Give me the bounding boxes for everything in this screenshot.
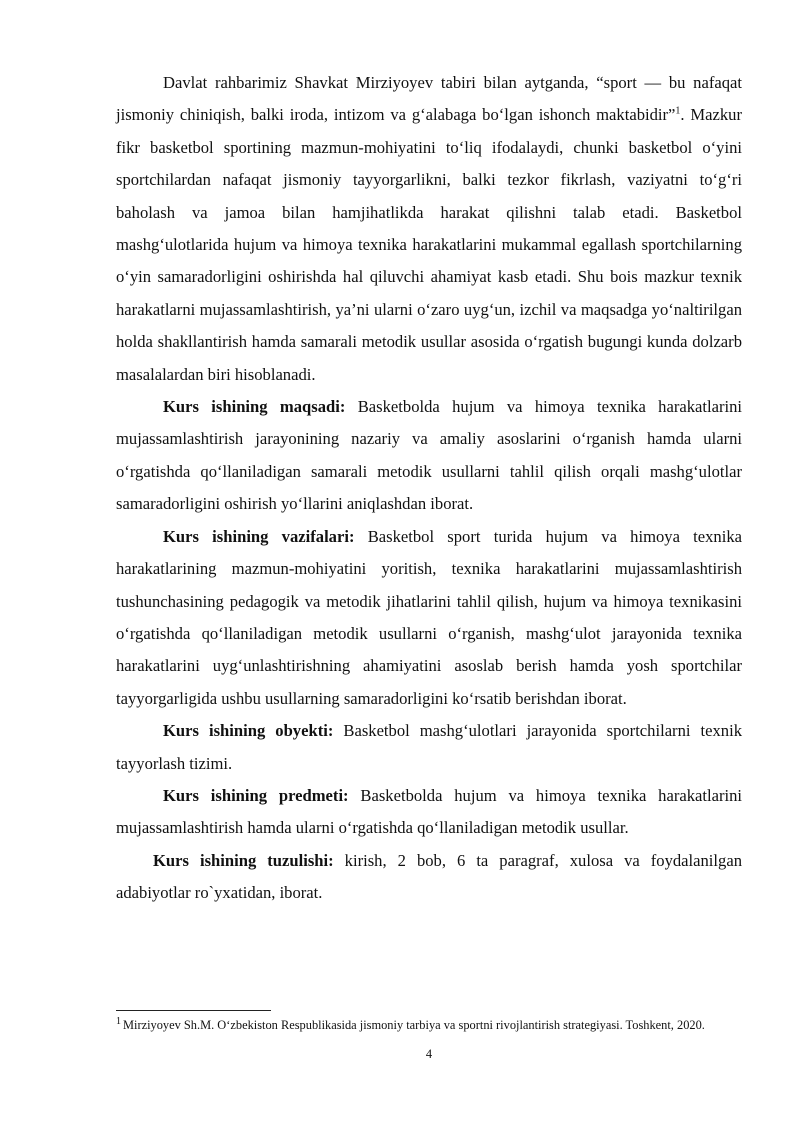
tasks-paragraph xyxy=(116,521,742,715)
subject-paragraph xyxy=(116,780,742,845)
footnote-text: Mirziyoyev Sh.M. O‘zbekiston Respublikasida jismoniy tarbiya va sportni rivojlantirish strategiyasi. Toshkent, 2020. xyxy=(123,1018,705,1032)
object-text: Basketbol mashg‘ulotlari jarayonida sportchilarni texnik tayyorlash tizimi. xyxy=(116,721,742,773)
intro-text-continued: . Mazkur fikr basketbol sportining mazmun-mohiyatini to‘liq ifodalaydi, chunki basketbol o‘yini sportchilardan nafaqat jismoniy tayyorgarlikni, balki tezkor fikrlash, vaziyatni to‘g‘ri baholash va jamoa bilan hamjihatlikda harakat qilishni talab etadi. Basketbol mashg‘ulotlarida hujum va himoya texnika harakatlarini mukammal egallash sportchilarning o‘yin samaradorligini oshirishda hal qiluvchi ahamiyat kasb etadi. Shu bois mazkur texnik harakatlarni mujassamlashtirish, ya’ni ularni o‘zaro uyg‘un, izchil va maqsadga yo‘naltirilgan holda shakllantirish hamda samarali metodik usullar asosida o‘rgatish bugungi kunda dolzarb masalalardan biri hisoblanadi. xyxy=(116,105,742,384)
footnote-divider xyxy=(116,1010,271,1011)
subject-label: Kurs ishining predmeti: xyxy=(163,785,349,805)
structure-paragraph xyxy=(116,845,742,910)
intro-text: Davlat rahbarimiz Shavkat Mirziyoyev tabiri bilan aytganda, “sport — bu nafaqat jismoniy chiniqish, balki iroda, intizom va g‘alabaga bo‘lgan ishonch maktabidir” xyxy=(116,73,742,125)
tasks-text: Basketbol sport turida hujum va himoya texnika harakatlarining mazmun-mohiyatini yoritish, texnika harakatlarini mujassamlashtirish tushunchasining pedagogik va metodik jihatlarini tahlil qilish, hujum va himoya texnikasini o‘rgatishda qo‘llaniladigan metodik usullarni o‘rganish, mashg‘ulot jarayonida texnika harakatlarini uyg‘unlashtirishning ahamiyatini asoslab berish hamda yosh sportchilar tayyorgarligida ushbu usullarning samaradorligini ko‘rsatib berishdan iborat. xyxy=(116,526,743,708)
intro-paragraph xyxy=(116,67,742,391)
document-body xyxy=(116,67,742,910)
subject-text: Basketbolda hujum va himoya texnika harakatlarini mujassamlashtirish hamda ularni o‘rgatishda qo‘llaniladigan metodik usullar. xyxy=(116,785,743,838)
goal-paragraph xyxy=(116,391,742,521)
object-paragraph xyxy=(116,715,742,780)
goal-text: Basketbolda hujum va himoya texnika harakatlarini mujassamlashtirish jarayonining nazariy va amaliy asoslarini o‘rganish hamda ularni o‘rgatishda qo‘llaniladigan samarali metodik usullarni tahlil qilish orqali mashg‘ulotlar samaradorligini oshirish yo‘llarini aniqlashdan iborat. xyxy=(116,397,742,514)
tasks-label: Kurs ishining vazifalari: xyxy=(163,526,355,546)
footnote-mark: 1 xyxy=(116,1015,121,1027)
page-number: 4 xyxy=(425,1047,433,1061)
structure-label: Kurs ishining tuzulishi: xyxy=(153,850,334,870)
footnote-reference[interactable]: 1 xyxy=(675,105,681,117)
structure-text: kirish, 2 bob, 6 ta paragraf, xulosa va foydalanilgan adabiyotlar ro`yxatidan, iborat. xyxy=(116,850,742,903)
footnote xyxy=(116,1016,742,1034)
goal-label: Kurs ishining maqsadi: xyxy=(163,397,346,417)
object-label: Kurs ishining obyekti: xyxy=(163,721,334,741)
